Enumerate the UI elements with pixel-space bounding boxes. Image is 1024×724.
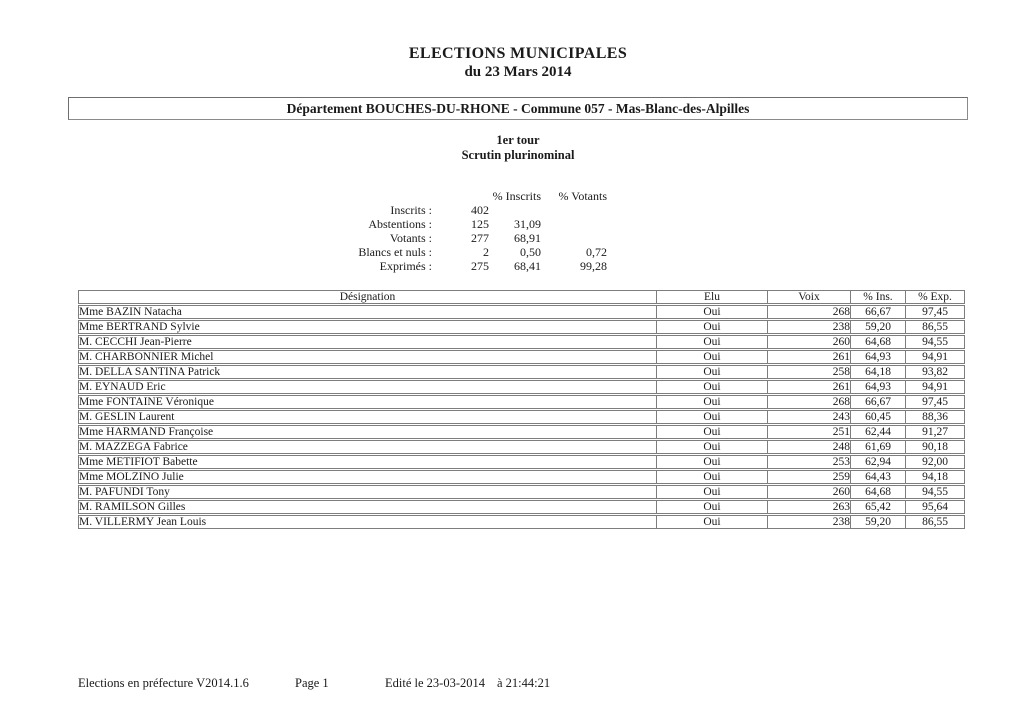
candidate-votes: 259	[767, 470, 850, 484]
candidate-pct-inscrits: 64,93	[850, 380, 905, 394]
candidate-elected: Oui	[656, 335, 767, 349]
participation-pct-votants	[541, 217, 607, 231]
candidate-votes: 268	[767, 395, 850, 409]
participation-row	[280, 217, 607, 231]
participation-pct-votants: 0,72	[586, 245, 607, 259]
candidate-votes: 261	[767, 350, 850, 364]
candidate-pct-inscrits: 59,20	[850, 320, 905, 334]
candidate-elected: Oui	[656, 380, 767, 394]
participation-count: 277	[471, 231, 489, 245]
candidate-elected: Oui	[656, 485, 767, 499]
candidate-row	[78, 350, 965, 364]
candidate-name: M. GESLIN Laurent	[78, 410, 656, 424]
participation-row	[280, 259, 607, 273]
candidate-elected: Oui	[656, 440, 767, 454]
participation-stats	[280, 189, 607, 273]
pct-inscrits-header: % Inscrits	[492, 189, 541, 203]
candidate-row	[78, 410, 965, 424]
participation-pct-votants	[541, 231, 607, 245]
candidate-pct-inscrits: 64,43	[850, 470, 905, 484]
results-table-body	[78, 305, 965, 529]
participation-label: Exprimés :	[379, 259, 432, 273]
participation-pct-inscrits: 68,41	[514, 259, 541, 273]
candidate-pct-inscrits: 62,44	[850, 425, 905, 439]
participation-count: 402	[471, 203, 489, 217]
spacer	[432, 189, 489, 203]
candidate-elected: Oui	[656, 425, 767, 439]
participation-pct-inscrits	[489, 203, 541, 217]
candidate-elected: Oui	[656, 500, 767, 514]
candidate-row	[78, 380, 965, 394]
participation-row	[280, 203, 607, 217]
candidate-row	[78, 485, 965, 499]
participation-label: Abstentions :	[368, 217, 432, 231]
candidate-pct-exprimes: 94,18	[905, 470, 965, 484]
participation-label: Inscrits :	[390, 203, 432, 217]
candidate-pct-exprimes: 94,91	[905, 380, 965, 394]
candidate-row	[78, 335, 965, 349]
participation-pct-inscrits: 0,50	[520, 245, 541, 259]
candidate-pct-inscrits: 61,69	[850, 440, 905, 454]
candidate-name: M. VILLERMY Jean Louis	[78, 515, 656, 529]
candidate-pct-exprimes: 94,55	[905, 485, 965, 499]
pct-votants-header: % Votants	[558, 189, 607, 203]
candidate-pct-inscrits: 59,20	[850, 515, 905, 529]
candidate-name: M. RAMILSON Gilles	[78, 500, 656, 514]
candidate-pct-exprimes: 91,27	[905, 425, 965, 439]
candidate-row	[78, 500, 965, 514]
candidate-elected: Oui	[656, 350, 767, 364]
candidate-name: Mme HARMAND Françoise	[78, 425, 656, 439]
participation-count: 125	[471, 217, 489, 231]
candidate-row	[78, 395, 965, 409]
candidate-votes: 263	[767, 500, 850, 514]
candidate-row	[78, 470, 965, 484]
page-subtitle-date: du 23 Mars 2014	[464, 64, 572, 80]
footer-edited-time: à 21:44:21	[497, 676, 551, 690]
round-number: 1er tour	[496, 133, 540, 147]
candidate-pct-exprimes: 86,55	[905, 320, 965, 334]
participation-pct-votants	[541, 203, 607, 217]
candidate-row	[78, 365, 965, 379]
report-title-block	[68, 44, 968, 81]
candidate-name: Mme FONTAINE Véronique	[78, 395, 656, 409]
department-commune-banner: Département BOUCHES-DU-RHONE - Commune 057 - Mas-Blanc-des-Alpilles	[68, 97, 968, 120]
candidate-votes: 260	[767, 485, 850, 499]
candidate-name: M. PAFUNDI Tony	[78, 485, 656, 499]
candidate-votes: 261	[767, 380, 850, 394]
candidate-elected: Oui	[656, 455, 767, 469]
col-header-pct-exp: % Exp.	[905, 290, 965, 304]
candidate-pct-inscrits: 64,93	[850, 350, 905, 364]
candidate-votes: 251	[767, 425, 850, 439]
candidate-name: M. CECCHI Jean-Pierre	[78, 335, 656, 349]
results-header-row	[78, 290, 965, 304]
candidate-row	[78, 455, 965, 469]
page-title: ELECTIONS MUNICIPALES	[408, 45, 628, 62]
candidate-pct-exprimes: 86,55	[905, 515, 965, 529]
results-table	[78, 289, 965, 530]
candidate-row	[78, 515, 965, 529]
col-header-voix: Voix	[767, 290, 850, 304]
candidate-votes: 243	[767, 410, 850, 424]
candidate-name: M. DELLA SANTINA Patrick	[78, 365, 656, 379]
col-header-pct-ins: % Ins.	[850, 290, 905, 304]
candidate-pct-exprimes: 95,64	[905, 500, 965, 514]
candidate-name: M. EYNAUD Eric	[78, 380, 656, 394]
candidate-elected: Oui	[656, 320, 767, 334]
candidate-row	[78, 425, 965, 439]
candidate-votes: 238	[767, 320, 850, 334]
col-header-elu: Elu	[656, 290, 767, 304]
candidate-votes: 268	[767, 305, 850, 319]
candidate-row	[78, 440, 965, 454]
candidate-pct-exprimes: 92,00	[905, 455, 965, 469]
participation-count: 275	[471, 259, 489, 273]
participation-label: Votants :	[389, 231, 432, 245]
candidate-elected: Oui	[656, 365, 767, 379]
round-block	[68, 133, 968, 162]
candidate-row	[78, 305, 965, 319]
candidate-pct-exprimes: 97,45	[905, 305, 965, 319]
candidate-row	[78, 320, 965, 334]
candidate-name: Mme BERTRAND Sylvie	[78, 320, 656, 334]
candidate-pct-inscrits: 64,68	[850, 335, 905, 349]
candidate-pct-exprimes: 88,36	[905, 410, 965, 424]
footer-edited-date: Edité le 23-03-2014	[385, 676, 485, 690]
candidate-name: Mme METIFIOT Babette	[78, 455, 656, 469]
candidate-pct-exprimes: 90,18	[905, 440, 965, 454]
candidate-pct-inscrits: 64,18	[850, 365, 905, 379]
participation-count: 2	[483, 245, 489, 259]
participation-rows	[280, 203, 607, 273]
footer-app-version: Elections en préfecture V2014.1.6	[78, 676, 249, 690]
footer-page-number: Page 1	[295, 676, 329, 690]
participation-row	[280, 231, 607, 245]
candidate-name: M. CHARBONNIER Michel	[78, 350, 656, 364]
spacer	[280, 189, 432, 203]
candidate-name: M. MAZZEGA Fabrice	[78, 440, 656, 454]
participation-pct-inscrits: 68,91	[514, 231, 541, 245]
participation-pct-inscrits: 31,09	[514, 217, 541, 231]
candidate-name: Mme BAZIN Natacha	[78, 305, 656, 319]
candidate-pct-inscrits: 60,45	[850, 410, 905, 424]
participation-header-row	[280, 189, 607, 203]
candidate-pct-inscrits: 65,42	[850, 500, 905, 514]
candidate-votes: 248	[767, 440, 850, 454]
candidate-votes: 258	[767, 365, 850, 379]
ballot-type: Scrutin plurinominal	[461, 147, 575, 162]
candidate-elected: Oui	[656, 410, 767, 424]
candidate-pct-inscrits: 66,67	[850, 395, 905, 409]
participation-label: Blancs et nuls :	[358, 245, 432, 259]
candidate-name: Mme MOLZINO Julie	[78, 470, 656, 484]
candidate-pct-exprimes: 94,91	[905, 350, 965, 364]
candidate-votes: 260	[767, 335, 850, 349]
participation-pct-votants: 99,28	[580, 259, 607, 273]
candidate-elected: Oui	[656, 395, 767, 409]
candidate-pct-inscrits: 66,67	[850, 305, 905, 319]
candidate-pct-inscrits: 62,94	[850, 455, 905, 469]
candidate-pct-inscrits: 64,68	[850, 485, 905, 499]
candidate-elected: Oui	[656, 305, 767, 319]
candidate-votes: 253	[767, 455, 850, 469]
candidate-pct-exprimes: 97,45	[905, 395, 965, 409]
candidate-pct-exprimes: 93,82	[905, 365, 965, 379]
candidate-pct-exprimes: 94,55	[905, 335, 965, 349]
candidate-elected: Oui	[656, 515, 767, 529]
participation-row	[280, 245, 607, 259]
candidate-votes: 238	[767, 515, 850, 529]
col-header-designation: Désignation	[78, 290, 656, 304]
candidate-elected: Oui	[656, 470, 767, 484]
